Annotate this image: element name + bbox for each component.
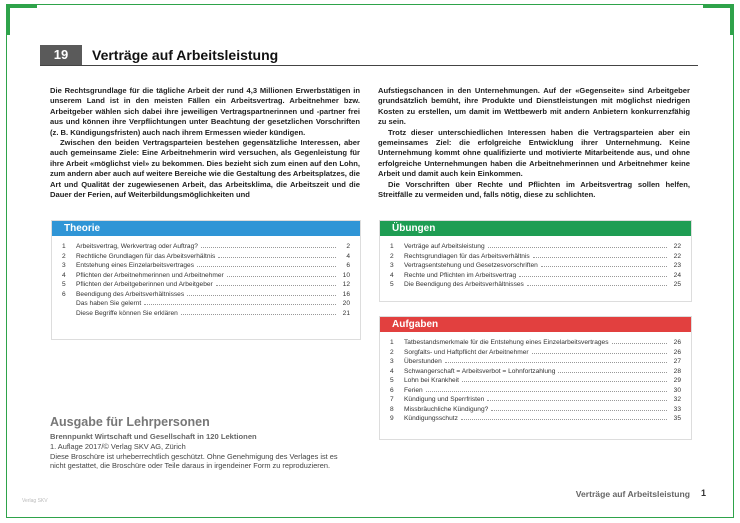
toc-page: 16 (342, 290, 350, 298)
teacher-edition-block (50, 414, 370, 471)
toc-row[interactable] (390, 252, 681, 262)
toc-page: 33 (673, 405, 681, 413)
dot-leader (144, 304, 336, 305)
dot-leader (201, 247, 336, 248)
toc-label: Arbeitsvertrag, Werkvertrag oder Auftrag? (76, 243, 198, 250)
toc-number: 3 (62, 262, 66, 269)
toc-number: 2 (62, 252, 66, 260)
toc-number: 3 (390, 358, 394, 365)
toc-page: 10 (342, 271, 350, 279)
intro-paragraph: Die Vorschriften über Rechte und Pflichten im Arbeitsvertrag sollen helfen, Streitfälle zu vermeiden und, falls nötig, diese zu schlichten. (378, 179, 690, 200)
toc-number: 9 (390, 415, 394, 422)
dot-leader (612, 343, 667, 344)
toc-number: 6 (62, 290, 66, 298)
dot-leader (532, 353, 667, 354)
toc-row[interactable] (390, 280, 681, 290)
dot-leader (527, 285, 667, 286)
toc-row[interactable] (390, 376, 681, 386)
dot-leader (181, 314, 336, 315)
toc-page: 22 (673, 252, 681, 260)
aufgaben-heading: Aufgaben (380, 317, 691, 332)
intro-paragraph: Die Rechtsgrundlage für die tägliche Arbeit der rund 4,3 Millionen Erwerbstätigen in unserem Land ist in den meisten Fällen ein Arbeitsvertrag. Arbeitnehmer bzw. Arbeitgeber wählen sich dabei ihre jeweiligen Vertragspartnerinnen und -partner frei aus und können ihre Verpflichtungen unter Beachtung der gesetzlichen Vorschriften (z. B. Kündigungsfristen) auch nach ihrem Ermessen wieder kündigen. (50, 86, 360, 137)
chapter-title: Verträge auf Arbeitsleistung (92, 47, 279, 63)
dot-leader (187, 295, 336, 296)
toc-label: Schwangerschaft = Arbeitsverbot = Lohnfortzahlung (404, 367, 556, 375)
toc-label: Das haben Sie gelernt (76, 300, 142, 307)
toc-page: 32 (673, 396, 681, 403)
dot-leader (487, 400, 667, 401)
toc-label: Lohn bei Krankheit (404, 377, 459, 384)
toc-row[interactable] (390, 338, 681, 348)
toc-number: 1 (62, 243, 66, 250)
toc-page: 28 (673, 367, 681, 375)
toc-number: 4 (390, 367, 394, 375)
toc-row[interactable] (390, 271, 681, 281)
copyright-line: Diese Broschüre ist urheberrechtlich geschützt. Ohne Genehmigung des Verlages ist es (50, 451, 338, 461)
toc-row[interactable] (390, 386, 681, 396)
toc-label: Die Beendigung des Arbeitsverhältnisses (404, 281, 524, 288)
publisher-mark: Verlag SKV (22, 498, 48, 504)
toc-label: Rechtliche Grundlagen für das Arbeitsverhältnis (76, 252, 216, 260)
toc-label: Verträge auf Arbeitsleistung (404, 243, 485, 250)
toc-page: 2 (346, 243, 350, 250)
chapter-number: 19 (40, 45, 82, 65)
toc-label: Entstehung eines Einzelarbeitsvertrages (76, 262, 195, 269)
uebungen-heading: Übungen (380, 221, 691, 236)
toc-row[interactable] (390, 348, 681, 358)
uebungen-box (379, 220, 692, 302)
toc-label: Tatbestandsmerkmale für die Entstehung eines Einzelarbeitsvertrages (404, 339, 609, 346)
toc-row[interactable] (390, 414, 681, 424)
toc-number: 5 (62, 281, 66, 288)
dot-leader (461, 419, 667, 420)
dot-leader (227, 276, 336, 277)
dot-leader (491, 410, 667, 411)
toc-page: 4 (346, 252, 350, 260)
toc-number: 1 (390, 339, 394, 346)
toc-label: Pflichten der Arbeitnehmerinnen und Arbeitnehmer (76, 271, 224, 279)
toc-page: 22 (673, 243, 681, 250)
aufgaben-box (379, 316, 692, 440)
toc-row[interactable] (62, 252, 350, 262)
dot-leader (426, 391, 667, 392)
toc-page: 26 (673, 339, 681, 346)
intro-paragraph: Aufstiegschancen in den Unternehmungen. Auf der «Gegenseite» sind Arbeitgeber grundsätzlich bemüht, ihre Produkte und Dienstleistungen mit möglichst niedrigen Kosten zu erstellen, um damit im Wettbewerb mit andern Anbietern konkurrenzfähig zu sein. (378, 86, 690, 127)
toc-page: 25 (673, 281, 681, 288)
toc-number: 6 (390, 386, 394, 394)
toc-label: Überstunden (404, 358, 442, 365)
toc-label: Ferien (404, 386, 423, 394)
toc-label: Kündigungsschutz (404, 415, 458, 422)
toc-number: 8 (390, 405, 394, 413)
toc-page: 35 (673, 415, 681, 422)
toc-row[interactable] (62, 271, 350, 281)
toc-row[interactable] (390, 367, 681, 377)
aufgaben-list (380, 332, 691, 424)
toc-row[interactable] (62, 242, 350, 252)
theorie-heading: Theorie (52, 221, 360, 236)
dot-leader (462, 381, 667, 382)
dot-leader (197, 266, 336, 267)
toc-label: Kündigung und Sperrfristen (404, 396, 485, 403)
toc-row[interactable] (390, 395, 681, 405)
footer-title: Verträge auf Arbeitsleistung (575, 489, 690, 499)
toc-label: Beendigung des Arbeitsverhältnisses (76, 290, 185, 298)
toc-page: 21 (342, 309, 350, 317)
toc-row[interactable] (62, 290, 350, 300)
toc-page: 23 (673, 262, 681, 269)
toc-label: Rechte und Pflichten im Arbeitsvertrag (404, 271, 517, 279)
dot-leader (445, 362, 667, 363)
toc-label: Diese Begriffe können Sie erklären (76, 309, 178, 317)
uebungen-list (380, 236, 691, 290)
toc-row[interactable] (62, 299, 350, 309)
edition-line: 1. Auflage 2017/© Verlag SKV AG, Zürich (50, 442, 186, 451)
dot-leader (488, 247, 667, 248)
intro-paragraph: Trotz dieser unterschiedlichen Interessen haben die Vertragsparteien aber ein gemeinsames Ziel: die erfolgreiche Entwicklung ihrer Unternehmung. Keine Unternehmung kommt ohne qualifizierte und motivierte Mitarbeitende aus, und ohne erfolgreiche Unternehmungen haben die Arbeitnehmerinnen und Arbeitnehmer keine Arbeit und damit auch kein Einkommen. (378, 127, 690, 179)
intro-text-right (378, 86, 690, 200)
page-number: 1 (700, 488, 706, 498)
toc-number: 2 (390, 252, 394, 260)
toc-row[interactable] (390, 357, 681, 367)
book-subtitle: Brennpunkt Wirtschaft und Gesellschaft in 120 Lektionen (50, 432, 257, 441)
dot-leader (533, 257, 667, 258)
toc-number: 2 (390, 348, 394, 356)
corner-mark-top-right (703, 5, 733, 35)
toc-label: Pflichten der Arbeitgeberinnen und Arbeitgeber (76, 281, 213, 288)
theorie-list (52, 236, 360, 318)
toc-label: Rechtsgrundlagen für das Arbeitsverhältnis (404, 252, 530, 260)
toc-row[interactable] (390, 261, 681, 271)
dot-leader (218, 257, 336, 258)
toc-page: 30 (673, 386, 681, 394)
toc-row[interactable] (62, 309, 350, 319)
toc-number: 5 (390, 377, 394, 384)
toc-page: 12 (342, 281, 350, 288)
corner-mark-top-left (7, 5, 37, 35)
teacher-edition-title: Ausgabe für Lehrpersonen (50, 415, 210, 429)
chapter-header (40, 46, 698, 66)
toc-page: 6 (346, 262, 350, 269)
toc-number: 3 (390, 262, 394, 269)
toc-page: 27 (673, 358, 681, 365)
toc-row[interactable] (62, 280, 350, 290)
toc-number: 7 (390, 396, 394, 403)
dot-leader (519, 276, 667, 277)
copyright-line: nicht gestattet, die Broschüre oder Teile daraus in irgendeiner Form zu reproduzieren. (50, 461, 331, 470)
toc-label: Sorgfalts- und Haftpflicht der Arbeitnehmer (404, 348, 529, 356)
toc-label: Missbräuchliche Kündigung? (404, 405, 489, 413)
toc-page: 26 (673, 348, 681, 356)
toc-label: Vertragsentstehung und Gesetzesvorschriften (404, 262, 538, 269)
toc-row[interactable] (62, 261, 350, 271)
toc-page: 20 (342, 300, 350, 307)
toc-number: 4 (390, 271, 394, 279)
toc-row[interactable] (390, 405, 681, 415)
dot-leader (541, 266, 667, 267)
intro-paragraph: Zwischen den beiden Vertragsparteien bestehen gegensätzliche Interessen, aber auch gemeinsame Ziele: Eine Arbeitnehmerin wird versuchen, als Gegenleistung für ihre Arbeit «möglichst viel» zu bekommen. Dies bezieht sich zum einen auf den Lohn, zum andern aber auch auf weitere Bereiche wie die Gestaltung des Arbeitsplatzes, die Art und Qualität der zugewiesenen Arbeit, das Arbeitsklima, die Arbeitszeit und die Dauer der Ferien, auf Weiterbildungsmöglichkeiten und (50, 138, 360, 200)
intro-text-left (50, 86, 360, 200)
toc-number: 1 (390, 243, 394, 250)
toc-row[interactable] (390, 242, 681, 252)
toc-page: 24 (673, 271, 681, 279)
toc-number: 5 (390, 281, 394, 288)
toc-page: 29 (673, 377, 681, 384)
theorie-box (51, 220, 361, 340)
toc-number: 4 (62, 271, 66, 279)
dot-leader (558, 372, 667, 373)
dot-leader (216, 285, 336, 286)
